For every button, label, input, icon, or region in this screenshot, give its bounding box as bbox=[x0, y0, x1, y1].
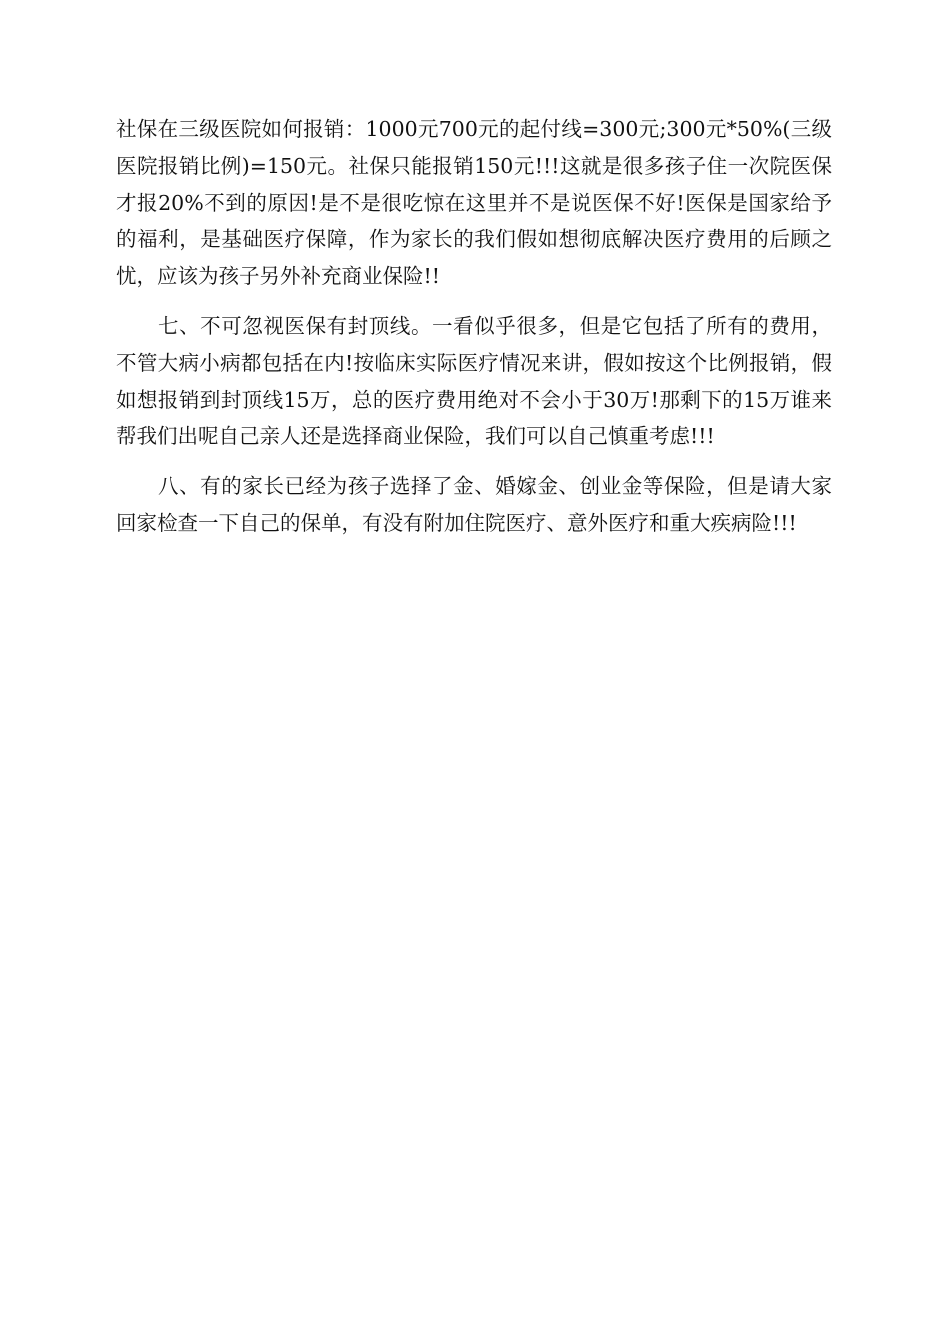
paragraph-reimbursement-calculation: 社保在三级医院如何报销：1000元700元的起付线=300元;300元*50%(三级医院报销比例)=150元。社保只能报销150元!!!这就是很多孩子住一次院医保才报20%不到的原因!是不是很吃惊在这里并不是说医保不好!医保是国家给予的福利，是基础医疗保障，作为家长的我们假如想彻底解决医疗费用的后顾之忧，应该为孩子另外补充商业保险!! bbox=[116, 117, 832, 289]
paragraph-eight-policy-check: 八、有的家长已经为孩子选择了金、婚嫁金、创业金等保险，但是请大家回家检查一下自己的保单，有没有附加住院医疗、意外医疗和重大疾病险!!! bbox=[116, 474, 832, 535]
paragraph-seven-cap-line: 七、不可忽视医保有封顶线。一看似乎很多，但是它包括了所有的费用，不管大病小病都包括在内!按临床实际医疗情况来讲，假如按这个比例报销，假如想报销到封顶线15万，总的医疗费用绝对不会小于30万!那剩下的15万谁来帮我们出呢自己亲人还是选择商业保险，我们可以自己慎重考虑!!! bbox=[116, 313, 832, 449]
document-body bbox=[116, 111, 832, 555]
